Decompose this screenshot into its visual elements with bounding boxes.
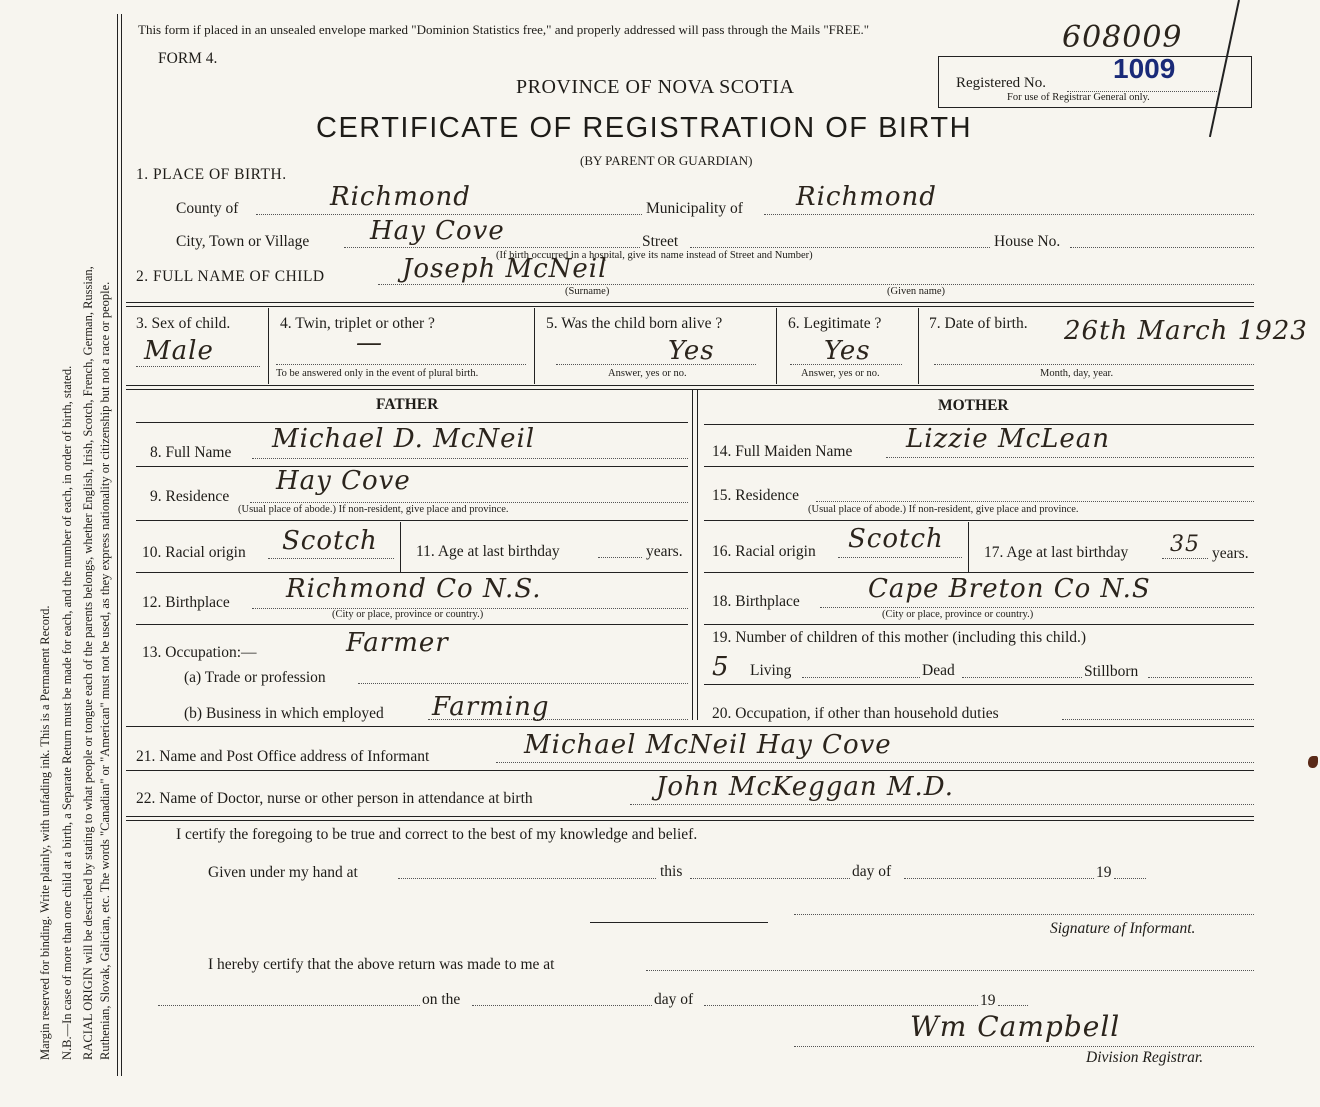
- certificate-title: CERTIFICATE OF REGISTRATION OF BIRTH: [316, 112, 973, 144]
- date-of-birth-value: 26th March 1923: [1064, 316, 1308, 346]
- father-trade-label: (a) Trade or profession: [184, 669, 326, 686]
- father-birthplace-label: 12. Birthplace: [142, 594, 230, 611]
- day-of-label: day of: [852, 863, 892, 880]
- mother-name-label: 14. Full Maiden Name: [712, 443, 853, 460]
- mother-age-value: 35: [1170, 532, 1200, 557]
- born-alive-value: Yes: [668, 336, 715, 366]
- informant-signature-caption: Signature of Informant.: [1050, 920, 1196, 937]
- form-number: FORM 4.: [158, 50, 218, 67]
- given-under-hand-label: Given under my hand at: [208, 864, 358, 881]
- mother-residence-label: 15. Residence: [712, 487, 799, 504]
- registered-value: 1009: [1113, 53, 1176, 84]
- street-label: Street: [642, 233, 679, 250]
- mother-name-value: Lizzie McLean: [906, 424, 1111, 454]
- mail-notice: This form if placed in an unsealed envelope marked "Dominion Statistics free," and properly addressed will pass through the Mails "FREE.": [138, 22, 870, 37]
- twin-value: —: [356, 328, 383, 358]
- registered-label: Registered No.: [956, 75, 1046, 91]
- mother-children-label: 19. Number of children of this mother (including this child.): [712, 629, 1087, 646]
- registered-number-box: [938, 53, 1252, 108]
- division-registrar-caption: Division Registrar.: [1086, 1049, 1204, 1066]
- certify-statement: I certify the foregoing to be true and correct to the best of my knowledge and belief.: [176, 826, 698, 843]
- mother-birthplace-label: 18. Birthplace: [712, 593, 800, 610]
- house-number-label: House No.: [994, 233, 1061, 250]
- mother-racial-value: Scotch: [848, 524, 944, 554]
- province-heading: PROVINCE OF NOVA SCOTIA: [516, 76, 795, 98]
- ink-mark: [1308, 756, 1318, 768]
- margin-note-binding: Margin reserved for binding. Write plainly, with unfading ink. This is a Permanent Record.: [38, 605, 52, 1060]
- hospital-note: (If birth occurred in a hospital, give its name instead of Street and Number): [496, 250, 813, 261]
- city-label: City, Town or Village: [176, 233, 310, 250]
- father-heading: FATHER: [376, 396, 439, 413]
- margin-note-racial-origin-2: Ruthenian, Slovak, Galician, etc. The words "Canadian" or "American" must not be used, as they express nationality or citizenship but not a race or people.: [98, 281, 112, 1060]
- father-residence-note: (Usual place of abode.) If non-resident, give place and province.: [238, 504, 509, 515]
- father-racial-value: Scotch: [282, 526, 378, 556]
- born-alive-note: Answer, yes or no.: [608, 368, 687, 379]
- informant-label: 21. Name and Post Office address of Informant: [136, 748, 430, 765]
- mother-living-value: 5: [712, 652, 730, 682]
- father-occupation-value: Farmer: [346, 628, 449, 658]
- mother-age-unit: years.: [1212, 545, 1249, 562]
- on-the-label: on the: [422, 991, 461, 1008]
- twin-label: 4. Twin, triplet or other ?: [280, 315, 435, 332]
- date-of-birth-label: 7. Date of birth.: [929, 315, 1028, 332]
- city-value: Hay Cove: [370, 216, 505, 246]
- place-of-birth-heading: 1. PLACE OF BIRTH.: [136, 166, 287, 183]
- certificate-subtitle: (BY PARENT OR GUARDIAN): [580, 153, 753, 168]
- mother-residence-note: (Usual place of abode.) If non-resident, give place and province.: [808, 504, 1079, 515]
- this-label: this: [660, 863, 683, 880]
- handwritten-file-number: 608009: [1062, 20, 1183, 55]
- father-occupation-label: 13. Occupation:—: [142, 644, 257, 661]
- father-racial-label: 10. Racial origin: [142, 544, 246, 561]
- legitimate-value: Yes: [824, 336, 871, 366]
- mother-age-label: 17. Age at last birthday: [984, 544, 1129, 561]
- margin-note-multiple-births: N.B.—In case of more than one child at a birth, a Separate Return must be made for each, and the number of each, in order of birth, stated.: [60, 365, 74, 1060]
- county-label: County of: [176, 200, 239, 217]
- registrar-signature: Wm Campbell: [910, 1010, 1121, 1043]
- mother-birthplace-value: Cape Breton Co N.S: [868, 574, 1151, 604]
- mother-birthplace-note: (City or place, province or country.): [882, 609, 1034, 620]
- county-value: Richmond: [330, 182, 471, 212]
- mother-occupation-label: 20. Occupation, if other than household duties: [712, 705, 999, 722]
- doctor-value: John McKeggan M.D.: [656, 772, 954, 802]
- father-name-label: 8. Full Name: [150, 444, 232, 461]
- child-name-value: Joseph McNeil: [402, 254, 608, 284]
- year-prefix-2: 19: [980, 992, 996, 1009]
- doctor-label: 22. Name of Doctor, nurse or other person in attendance at birth: [136, 790, 533, 807]
- given-name-note: (Given name): [887, 286, 946, 297]
- mother-dead-label: Dead: [922, 662, 955, 679]
- father-name-value: Michael D. McNeil: [272, 424, 536, 454]
- day-of-label-2: day of: [654, 991, 694, 1008]
- mother-living-label: Living: [750, 662, 792, 679]
- child-name-label: 2. FULL NAME OF CHILD: [136, 268, 325, 285]
- date-of-birth-note: Month, day, year.: [1040, 368, 1114, 379]
- informant-value: Michael McNeil Hay Cove: [524, 730, 892, 760]
- year-prefix: 19: [1096, 864, 1112, 881]
- born-alive-label: 5. Was the child born alive ?: [546, 315, 723, 332]
- twin-note: To be answered only in the event of plural birth.: [276, 368, 479, 379]
- mother-heading: MOTHER: [938, 397, 1009, 414]
- mother-racial-label: 16. Racial origin: [712, 543, 816, 560]
- surname-note: (Surname): [565, 286, 610, 297]
- father-business-value: Farming: [432, 692, 550, 722]
- legitimate-note: Answer, yes or no.: [801, 368, 880, 379]
- father-residence-value: Hay Cove: [276, 466, 411, 496]
- sex-label: 3. Sex of child.: [136, 315, 231, 332]
- father-residence-label: 9. Residence: [150, 488, 230, 505]
- father-birthplace-note: (City or place, province or country.): [332, 609, 484, 620]
- municipality-value: Richmond: [796, 182, 937, 212]
- father-birthplace-value: Richmond Co N.S.: [286, 574, 542, 604]
- mother-stillborn-label: Stillborn: [1084, 663, 1139, 680]
- margin-note-racial-origin: RACIAL ORIGIN will be described by stating to what people or tongue each of the parents belongs, whether English, Irish, Scotch, French, German, Russian,: [81, 266, 95, 1060]
- legitimate-label: 6. Legitimate ?: [788, 315, 882, 332]
- father-age-unit: years.: [646, 543, 683, 560]
- municipality-label: Municipality of: [646, 200, 743, 217]
- father-age-label: 11. Age at last birthday: [416, 543, 560, 560]
- sex-value: Male: [144, 336, 214, 366]
- father-business-label: (b) Business in which employed: [184, 705, 384, 722]
- registrar-statement: I hereby certify that the above return was made to me at: [208, 956, 555, 973]
- registered-note: For use of Registrar General only.: [1007, 92, 1150, 103]
